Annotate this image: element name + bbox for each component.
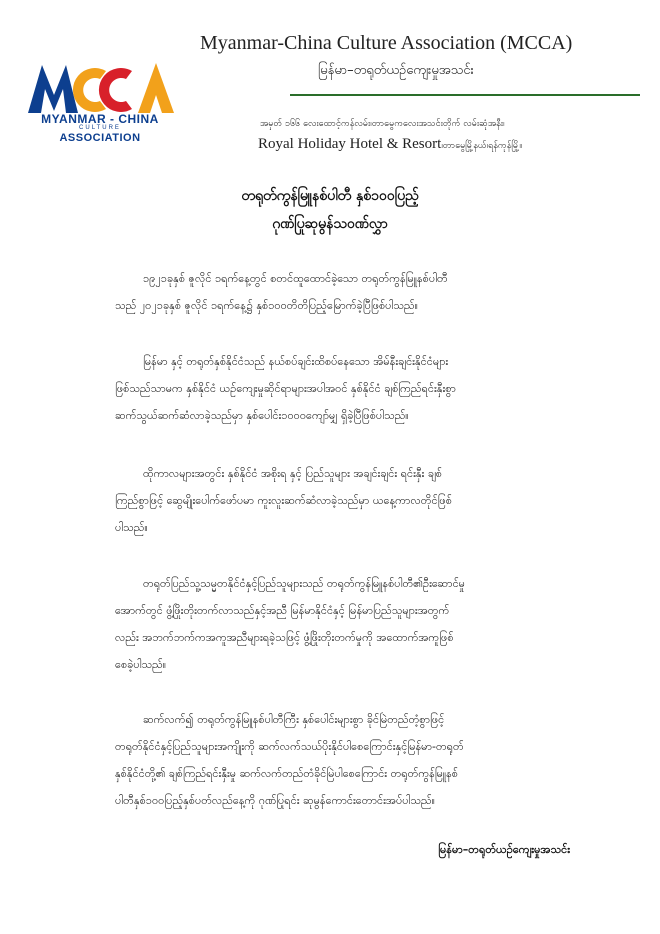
address-hotel: Royal Holiday Hotel & Resort	[258, 136, 442, 152]
org-name-myanmar: မြန်မာ–တရုတ်ယဉ်ကျေးမှုအသင်း	[318, 63, 474, 78]
paragraph-line: ကြည်စွာဖြင့် ဆွေမျိုးပေါက်ဖော်ပမာ ကူးလူးဆက်ဆံလာခဲ့သည်မှာ ယနေ့ကာလတိုင်ဖြစ်	[115, 494, 452, 507]
paragraph-3	[115, 460, 570, 541]
paragraph-line: သည် ၂၀၂၁ခုနှစ် ဇူလိုင် ၁ရက်နေ့၌ နှစ်၁၀၀တိတိပြည့်မြောက်ခဲ့ပြီဖြစ်ပါသည်။	[115, 299, 418, 312]
org-name-english: Myanmar-China Culture Association (MCCA)	[200, 32, 573, 54]
letter-title-line-1: တရုတ်ကွန်မြူနစ်ပါတီ နှစ်၁၀၀ပြည့်	[241, 188, 419, 204]
paragraph-line: တရုတ်နိုင်ငံနှင့်ပြည်သူများအကျိုးကို ဆက်လက်သယ်ပိုးနိုင်ပါစေကြောင်းနှင့်မြန်မာ-တရုတ်	[115, 740, 464, 753]
signature-org-name: မြန်မာ–တရုတ်ယဉ်ကျေးမှုအသင်း	[438, 843, 570, 856]
paragraph-line: ပါသည်။	[115, 521, 148, 534]
paragraph-line: အောက်တွင် ဖွံ့ဖြိုးတိုးတက်လာသည်နှင့်အညီ မြန်မာနိုင်ငံနှင့် မြန်မာပြည်သူများအတွက်	[115, 604, 450, 617]
paragraph-line: မြန်မာ နှင့် တရုတ်နှစ်နိုင်ငံသည် နယ်စပ်ချင်းထိစပ်နေသော အိမ်နီးချင်းနိုင်ငံများ	[143, 355, 449, 368]
paragraph-2	[115, 348, 570, 429]
paragraph-line: ဆက်သွယ်ဆက်ဆံလာခဲ့သည်မှာ နှစ်ပေါင်း၁၀၀၀ကျော်မျှ ရှိခဲ့ပြီဖြစ်ပါသည်။	[115, 409, 409, 422]
paragraph-1	[115, 265, 570, 319]
logo-text-association: ASSOCIATION	[59, 132, 141, 144]
address-myanmar: အမှတ် ၁၆၆ လေးထောင့်ကန်လမ်း၊တာမွေကလေးအသင်းတိုက် လမ်းဆုံအနီး၊	[260, 119, 505, 129]
paragraph-line: ၁၉၂၁ခုနှစ် ဇူလိုင် ၁ရက်နေ့တွင် စတင်ထူထောင်ခဲ့သော တရုတ်ကွန်မြူနစ်ပါတီ	[143, 272, 448, 285]
logo-text-myanmar-china: MYANMAR - CHINA	[41, 112, 159, 126]
paragraph-line: ပါတီနှစ်၁၀၀ပြည့်နှစ်ပတ်လည်နေ့ကို ဂုဏ်ပြုရင်း ဆုမွန်ကောင်းတောင်းအပ်ပါသည်။	[115, 794, 436, 807]
letter-title-line-2: ဂုဏ်ပြုဆုမွန်သဝဏ်လွှာ	[272, 216, 388, 232]
paragraph-4	[115, 570, 570, 678]
paragraph-line: ထိုကာလများအတွင်း နှစ်နိုင်ငံ အစိုးရ နှင့် ပြည်သူများ အချင်းချင်း ရင်းနှီး ချစ်	[143, 467, 442, 480]
paragraph-line: ဆက်လက်၍ တရုတ်ကွန်မြူနစ်ပါတီကြီး နှစ်ပေါင်းများစွာ ခိုင်မြဲတည်တံ့စွာဖြင့်	[143, 713, 445, 726]
address-suffix: ၊တာမွေမြို့နယ်၊ရန်ကုန်မြို့။	[441, 141, 523, 151]
paragraph-line: တရုတ်ပြည်သူ့သမ္မတနိုင်ငံနှင့်ပြည်သူများသည် တရုတ်ကွန်မြူနစ်ပါတီ၏ဦးဆောင်မှု	[143, 577, 465, 590]
paragraph-5	[115, 706, 570, 814]
logo-text-culture: CULTURE	[79, 125, 121, 131]
paragraph-line: နှစ်နိုင်ငံတို့၏ ချစ်ကြည်ရင်းနှီးမှု ဆက်လက်တည်တံခိုင်မြဲပါစေကြောင်း တရုတ်ကွန်မြူနစ်	[115, 767, 458, 780]
paragraph-line: စေခဲ့ပါသည်။	[115, 658, 167, 671]
paragraph-line: ဖြစ်သည်သာမက နှစ်နိုင်ငံ ယဉ်ကျေးမှုဆိုင်ရာများအပါအဝင် နှစ်နိုင်ငံ ချစ်ကြည်ရင်းနှီးစွာ	[115, 382, 456, 395]
header-divider	[290, 94, 640, 96]
address-english	[258, 136, 522, 153]
paragraph-line: လည်း အဘက်ဘက်ကအကူအညီများရခဲ့သဖြင့် ဖွံ့ဖြိုးတိုးတက်မှုကို အထောက်အကူဖြစ်	[115, 631, 454, 644]
